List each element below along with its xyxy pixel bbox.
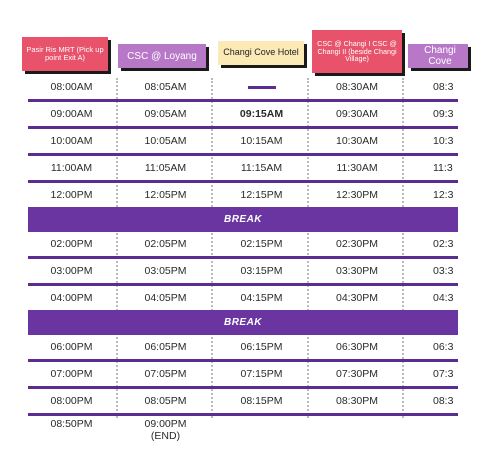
time-cell: 04:3 xyxy=(433,292,454,304)
time-cell: 11:30AM xyxy=(336,162,378,174)
header-changi-cove-hotel xyxy=(218,41,304,65)
time-cell: 09:00AM xyxy=(50,108,93,120)
header-label: Changi Cove Hotel xyxy=(223,47,299,58)
time-cell: 07:3 xyxy=(433,368,454,380)
time-cell: 08:00PM xyxy=(50,395,93,407)
time-cell: 12:15PM xyxy=(240,189,283,201)
header-label: CSC @ Changi I CSC @ Changi II (beside Changi Village) xyxy=(317,38,397,64)
time-cell: 07:30PM xyxy=(335,368,379,380)
header-csc-changi xyxy=(312,30,402,73)
time-cell: 06:3 xyxy=(433,341,454,353)
time-cell: 08:05AM xyxy=(144,81,187,93)
time-cell: 02:3 xyxy=(433,238,454,250)
time-cell: 09:15AM xyxy=(239,108,284,120)
time-cell: 11:3 xyxy=(433,162,453,174)
break-bar xyxy=(28,207,458,232)
schedule-row xyxy=(28,362,458,389)
time-cell: 06:00PM xyxy=(50,341,93,353)
time-cell: 06:15PM xyxy=(240,341,283,353)
time-cell: 02:30PM xyxy=(335,238,379,250)
time-cell: 08:3 xyxy=(433,81,454,93)
time-cell: 03:30PM xyxy=(335,265,379,277)
schedule-row xyxy=(28,75,458,102)
time-cell: 10:05AM xyxy=(144,135,187,147)
time-cell: 03:3 xyxy=(433,265,454,277)
header-changi-cove-partial xyxy=(408,44,468,68)
header-csc-loyang xyxy=(118,44,206,68)
time-cell: 09:30AM xyxy=(335,108,379,120)
header-label: Pasir Ris MRT (Pick up point Exit A) xyxy=(26,44,104,62)
time-cell: 08:3 xyxy=(433,395,454,407)
time-cell: 10:3 xyxy=(433,135,454,147)
time-cell: 02:00PM xyxy=(50,238,93,250)
header-label: Changi Cove xyxy=(424,45,456,67)
time-cell: 04:15PM xyxy=(240,292,283,304)
time-cell xyxy=(407,416,493,452)
time-cell: 10:00AM xyxy=(50,135,93,147)
schedule-row xyxy=(28,129,458,156)
time-cell: 07:00PM xyxy=(50,368,93,380)
schedule-row xyxy=(28,286,458,313)
schedule-row xyxy=(28,416,458,450)
time-cell: 08:50PM xyxy=(50,418,93,430)
schedule-header-row xyxy=(0,0,456,80)
schedule-row xyxy=(28,102,458,129)
time-cell xyxy=(216,75,307,99)
time-cell: 12:00PM xyxy=(50,189,93,201)
time-cell: 03:00PM xyxy=(50,265,93,277)
time-cell: 04:00PM xyxy=(50,292,93,304)
time-cell: 08:00AM xyxy=(50,81,93,93)
schedule-row xyxy=(28,232,458,259)
break-label: BREAK xyxy=(223,214,263,225)
schedule-row xyxy=(28,259,458,286)
time-cell: 09:05AM xyxy=(144,108,187,120)
time-cell: 11:00AM xyxy=(50,162,93,174)
time-cell: 10:15AM xyxy=(240,135,283,147)
schedule-row xyxy=(28,156,458,183)
schedule-row xyxy=(28,389,458,416)
time-cell: 09:3 xyxy=(433,108,454,120)
time-cell: 11:05AM xyxy=(144,162,187,174)
time-cell: 02:05PM xyxy=(144,238,187,250)
time-cell: 09:00PM (END) xyxy=(144,418,187,443)
time-cell: 12:05PM xyxy=(144,189,187,201)
time-cell: 06:30PM xyxy=(335,341,379,353)
time-cell: 10:30AM xyxy=(335,135,379,147)
time-cell: 11:15AM xyxy=(240,162,283,174)
shuttle-schedule-table xyxy=(28,75,458,450)
time-cell: 07:15PM xyxy=(240,368,283,380)
schedule-row xyxy=(28,335,458,362)
header-pasir-ris-mrt xyxy=(22,37,108,71)
time-cell: 04:05PM xyxy=(144,292,187,304)
time-cell xyxy=(312,416,402,452)
break-bar xyxy=(28,310,458,335)
schedule-row xyxy=(28,183,458,210)
time-cell: 08:05PM xyxy=(144,395,187,407)
time-cell: 03:05PM xyxy=(144,265,187,277)
time-cell: 08:15PM xyxy=(240,395,283,407)
time-cell: 08:30PM xyxy=(335,395,379,407)
time-cell: 03:15PM xyxy=(240,265,283,277)
time-cell: 12:3 xyxy=(433,189,454,201)
break-label: BREAK xyxy=(223,317,263,328)
time-cell: 04:30PM xyxy=(335,292,379,304)
time-cell: 07:05PM xyxy=(144,368,187,380)
no-stop-dash xyxy=(248,86,276,89)
time-cell: 08:30AM xyxy=(335,81,379,93)
time-cell xyxy=(216,416,307,452)
time-cell: 06:05PM xyxy=(144,341,187,353)
time-cell: 12:30PM xyxy=(335,189,379,201)
header-label: CSC @ Loyang xyxy=(127,50,197,62)
time-cell: 02:15PM xyxy=(240,238,283,250)
